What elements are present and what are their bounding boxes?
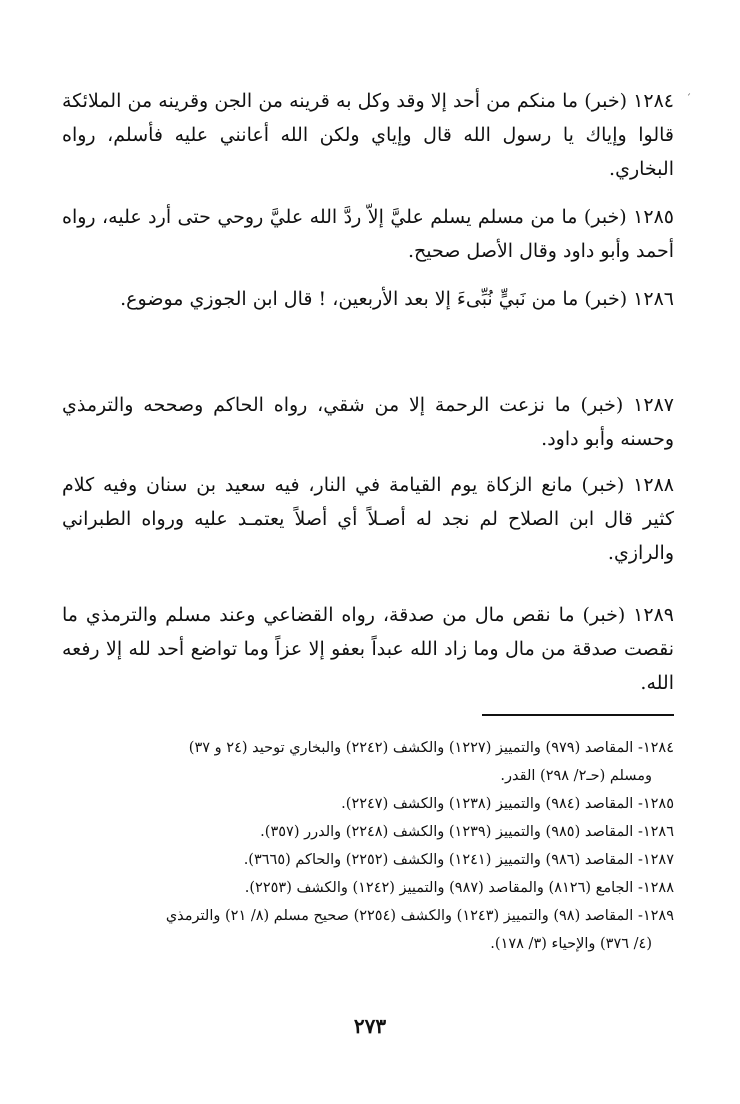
footnote-1284: ١٢٨٤- المقاصد (٩٧٩) والتمييز (١٢٢٧) والكشف (٢٢٤٢) والبخاري توحيد (٢٤ و ٣٧) bbox=[188, 740, 674, 756]
page-number: ٢٧٣ bbox=[353, 1014, 387, 1038]
entry-1286: ١٢٨٦ (خبر) ما من نَبيٍّ نُبِّىءَ إلا بعد الأربعين، ! قال ابن الجوزي موضوع. bbox=[120, 288, 674, 310]
footnote-1285: ١٢٨٥- المقاصد (٩٨٤) والتمييز (١٢٣٨) والكشف (٢٢٤٧). bbox=[341, 796, 674, 812]
entry-1287: ١٢٨٧ (خبر) ما نزعت الرحمة إلا من شقي، رواه الحاكم وصححه والترمذي وحسنه وأبو داود. bbox=[62, 394, 674, 450]
entry-1285: ١٢٨٥ (خبر) ما من مسلم يسلم عليَّ إلاّ ردَّ الله عليَّ روحي حتى أرد عليه، رواه أحمد وأبو داود وقال الأصل صحيح. bbox=[62, 206, 674, 262]
footnote-1284-continuation: ومسلم (حـ٢/ ٢٩٨) القدر. bbox=[500, 768, 652, 784]
entry-1289: ١٢٨٩ (خبر) ما نقص مال من صدقة، رواه القضاعي وعند مسلم والترمذي ما نقصت صدقة من مال وما زاد الله عبداً بعفو إلا عزاً وما تواضع أحد لله إلا رفعه الله. bbox=[62, 604, 674, 694]
footnote-1287: ١٢٨٧- المقاصد (٩٨٦) والتمييز (١٢٤١) والكشف (٢٢٥٢) والحاكم (٣٦٦٥). bbox=[243, 852, 674, 868]
footnote-1289: ١٢٨٩- المقاصد (٩٨) والتمييز (١٢٤٣) والكشف (٢٢٥٤) صحيح مسلم (٨/ ٢١) والترمذي bbox=[165, 908, 674, 924]
margin-mark-icon: ˊ bbox=[686, 94, 691, 105]
footnote-1286: ١٢٨٦- المقاصد (٩٨٥) والتمييز (١٢٣٩) والكشف (٢٢٤٨) والدرر (٣٥٧). bbox=[260, 824, 674, 840]
entry-1288: ١٢٨٨ (خبر) مانع الزكاة يوم القيامة في النار، فيه سعيد بن سنان وفيه كلام كثير قال ابن الصلاح لم نجد له أصـلاً أي أصلاً يعتمـد عليه ورواه الطبراني والرازي. bbox=[62, 474, 674, 564]
footnote-1288: ١٢٨٨- الجامع (٨١٢٦) والمقاصد (٩٨٧) والتمييز (١٢٤٢) والكشف (٢٢٥٣). bbox=[244, 880, 674, 896]
footnote-1289-continuation: (٤/ ٣٧٦) والإحياء (٣/ ١٧٨). bbox=[490, 936, 652, 952]
footnote-divider bbox=[482, 714, 674, 716]
entry-1284: ١٢٨٤ (خبر) ما منكم من أحد إلا وقد وكل به قرينه من الجن وقرينه من الملائكة قالوا وإياك يا رسول الله قال وإياي ولكن الله أعانني عليه فأسلم، رواه البخاري. bbox=[62, 90, 674, 180]
footnotes bbox=[96, 734, 674, 958]
